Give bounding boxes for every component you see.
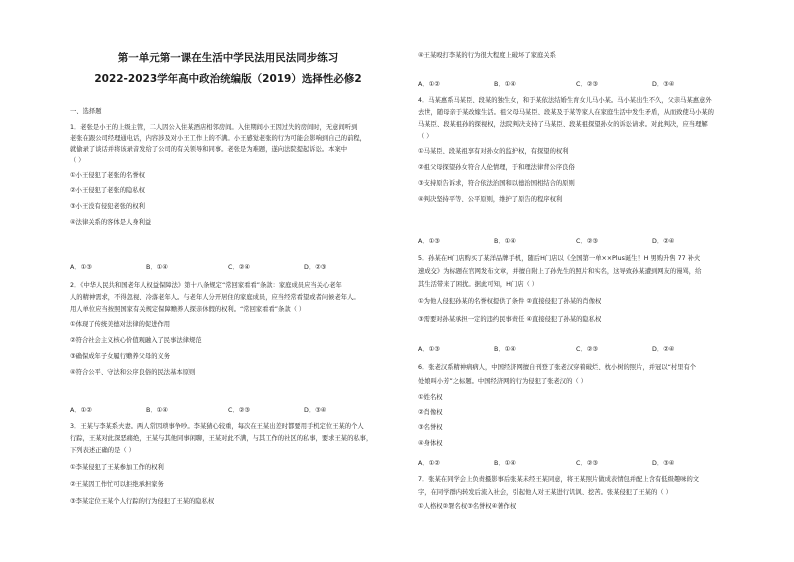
question-line: 5．孙某在H门店购买了某洋品牌手机，随后H门店以《全国第一单××Plus诞生！H 男购升售 77 补火 [418,255,701,262]
document-title: 第一单元第一课在生活中学民法用民法同步练习 [117,52,339,64]
option-d[interactable]: D．②④ [652,346,675,353]
question-line: 其生活带来了困扰。据此可知，H门店（ ） [418,281,539,288]
statement-item: ①小王侵犯了老张的名誉权 [70,172,145,179]
statement-item: ①体现了传统美德对法律的促进作用 [70,321,171,328]
option-c[interactable]: C．②④ [228,264,250,271]
option-d[interactable]: D．②③ [304,264,327,271]
option-a[interactable]: A．①③ [418,238,440,245]
statement-item: ④符合公平、守法和公序良俗的民法基本原则 [70,369,196,376]
option-a[interactable]: A．①② [418,460,440,467]
statement-item: ③李某定位王某个人行踪的行为侵犯了王某的隐私权 [70,498,215,505]
statement-item: ①为他人侵犯孙某的名誉权提供了条件 ②直接侵犯了孙某的肖像权 [418,298,602,305]
statement-item: ①人格权②署名权③名誉权④著作权 [418,503,517,510]
question-line: 就偷录了谈话并将该录音发给了公司的有关领导和同事。老张是为难题，遂向法院提起诉讼。本案中 [70,146,348,153]
question-line: 处娘叫小芳”之标题。中国经济网的行为侵犯了张老汉的（ ） [418,378,587,385]
option-b[interactable]: B．①④ [494,346,516,353]
question-line: 去世，随母亲于某改嫁生活。祖父母马某臣、段某及于某等家人在家庭生活中发生矛盾，从而致使马小某的 [418,109,714,116]
statement-item: ④法律关系的客体是人身利益 [70,219,152,226]
question-line: 6．张老汉系精神病病人，中国经济网擅自刊登了张老汉穿着破烂、枕小树的照片，并冠以“村里有个 [418,364,697,371]
statement-item: ④王某殴打李某的行为很大程度上破坏了家庭关系 [418,52,556,59]
question-line: 人的精神需求，不得忽视、冷落老年人。与老年人分开居住的家庭成员，应当经常看望或者问候老年人。 [70,294,360,301]
option-d[interactable]: D．③④ [652,81,675,88]
statement-item: ③小王没有侵犯老张的权利 [70,203,145,210]
option-d[interactable]: D．③④ [652,460,675,467]
section-heading: 一、选择题 [70,108,102,115]
option-b[interactable]: B．①④ [494,460,516,467]
option-b[interactable]: B．①④ [146,407,168,414]
question-line: 1．老张是小王的上级主管，二人因公入住某酒店相邻房间。入住期间小王因过失的房间时，无意间听到 [70,124,358,131]
statement-item: ③支持原告诉求，符合依法治国和以德治国相结合的原则 [418,180,575,187]
question-line: 4．马某惠系马某臣、段某的独生女，和于某依法结婚生育女儿马小某。马小某出生不久，父亲马某惠意外 [418,97,712,104]
question-line: 用人单位应当按照国家有关规定保障赡养人探亲休假的权利。“常回家看看”条款（ ） [70,306,306,313]
statement-item: ②小王侵犯了老张的隐私权 [70,187,145,194]
question-line: 3．王某与李某系夫妻。两人常因琐事争吵。李某猜心较重，每次在王某出差时都要用手机定位王某的个人 [70,423,364,430]
option-d[interactable]: D．③④ [304,407,327,414]
question-line: 马某臣、段某祖孙的探视权，法院判决支持了马某臣、段某祖探望孙女的诉讼请求。对此判决，应当理解 [418,121,708,128]
question-line: 老张在跟公司经理通电话，内容涉及对小王工作上的不满。小王感觉老张的行为可能会影响到自己的前程， [70,135,366,142]
option-c[interactable]: C．②③ [576,81,598,88]
statement-item: ②王某因工作忙可以拒绝承担家务 [70,481,164,488]
question-line: （ ） [70,157,85,164]
statement-item: ④身体权 [418,440,443,447]
statement-item: ③需要对孙某承担一定的违约民事责任 ④直接侵犯了孙某的隐私权 [418,316,602,323]
question-line: （ ） [418,133,433,140]
question-line: 速成交》为标题在官网发布文章，并擅自附上了孙先生的照片和实名，这导致孙某遭到网友的谩骂，给 [418,268,702,275]
option-a[interactable]: A．①③ [418,346,440,353]
option-c[interactable]: C．②③ [576,238,598,245]
question-line: 行踪，王某对此深恶痛绝，王某与其他同事闲聊，王某对此不满，与其工作的社区的私事，要求王某的私事， [70,435,373,442]
option-c[interactable]: C．②③ [576,460,598,467]
statement-item: ①姓名权 [418,394,443,401]
option-b[interactable]: B．①④ [494,238,516,245]
question-line: 2．《中华人民共和国老年人权益保障法》第十八条规定“常回家看看”条款：家庭成员应当关心老年 [70,282,342,289]
question-line: 下列表述正确的是（ ） [70,447,135,454]
option-a[interactable]: A．①② [70,407,92,414]
option-d[interactable]: D．②④ [652,238,675,245]
option-c[interactable]: C．②③ [576,346,598,353]
statement-item: ②肖像权 [418,409,443,416]
statement-item: ①李某侵犯了王某参加工作的权利 [70,464,164,471]
statement-item: ②符合社会主义核心价值观融入了民事法律规范 [70,337,202,344]
statement-item: ③确保成年子女履行赡养父母的义务 [70,353,171,360]
question-line: 7．张某在同学会上负责摄影事后张某未经王某同意，将王某照片做成表情包并配上含有低级趣味的文 [418,476,700,483]
statement-item: ③名誉权 [418,424,443,431]
option-b[interactable]: B．①④ [146,264,168,271]
option-a[interactable]: A．①③ [70,264,92,271]
option-b[interactable]: B．①④ [494,81,516,88]
statement-item: ④判决坚持平等、公平原则，维护了原告的程序权利 [418,196,563,203]
document-subtitle: 2022-2023学年高中政治统编版（2019）选择性必修2 [94,73,362,85]
question-line: 字，在同学群内转发后流入社会，引起他人对王某进行讥讽、挖苦。张某侵犯了王某的（ ） [418,489,672,496]
statement-item: ②祖父母探望孙女符合人伦情理，于和理法律背公序良俗 [418,164,575,171]
option-c[interactable]: C．②③ [228,407,250,414]
statement-item: ①马某臣、段某祖享有对孙女的监护权，有探望的权利 [418,148,569,155]
option-a[interactable]: A．①② [418,81,440,88]
